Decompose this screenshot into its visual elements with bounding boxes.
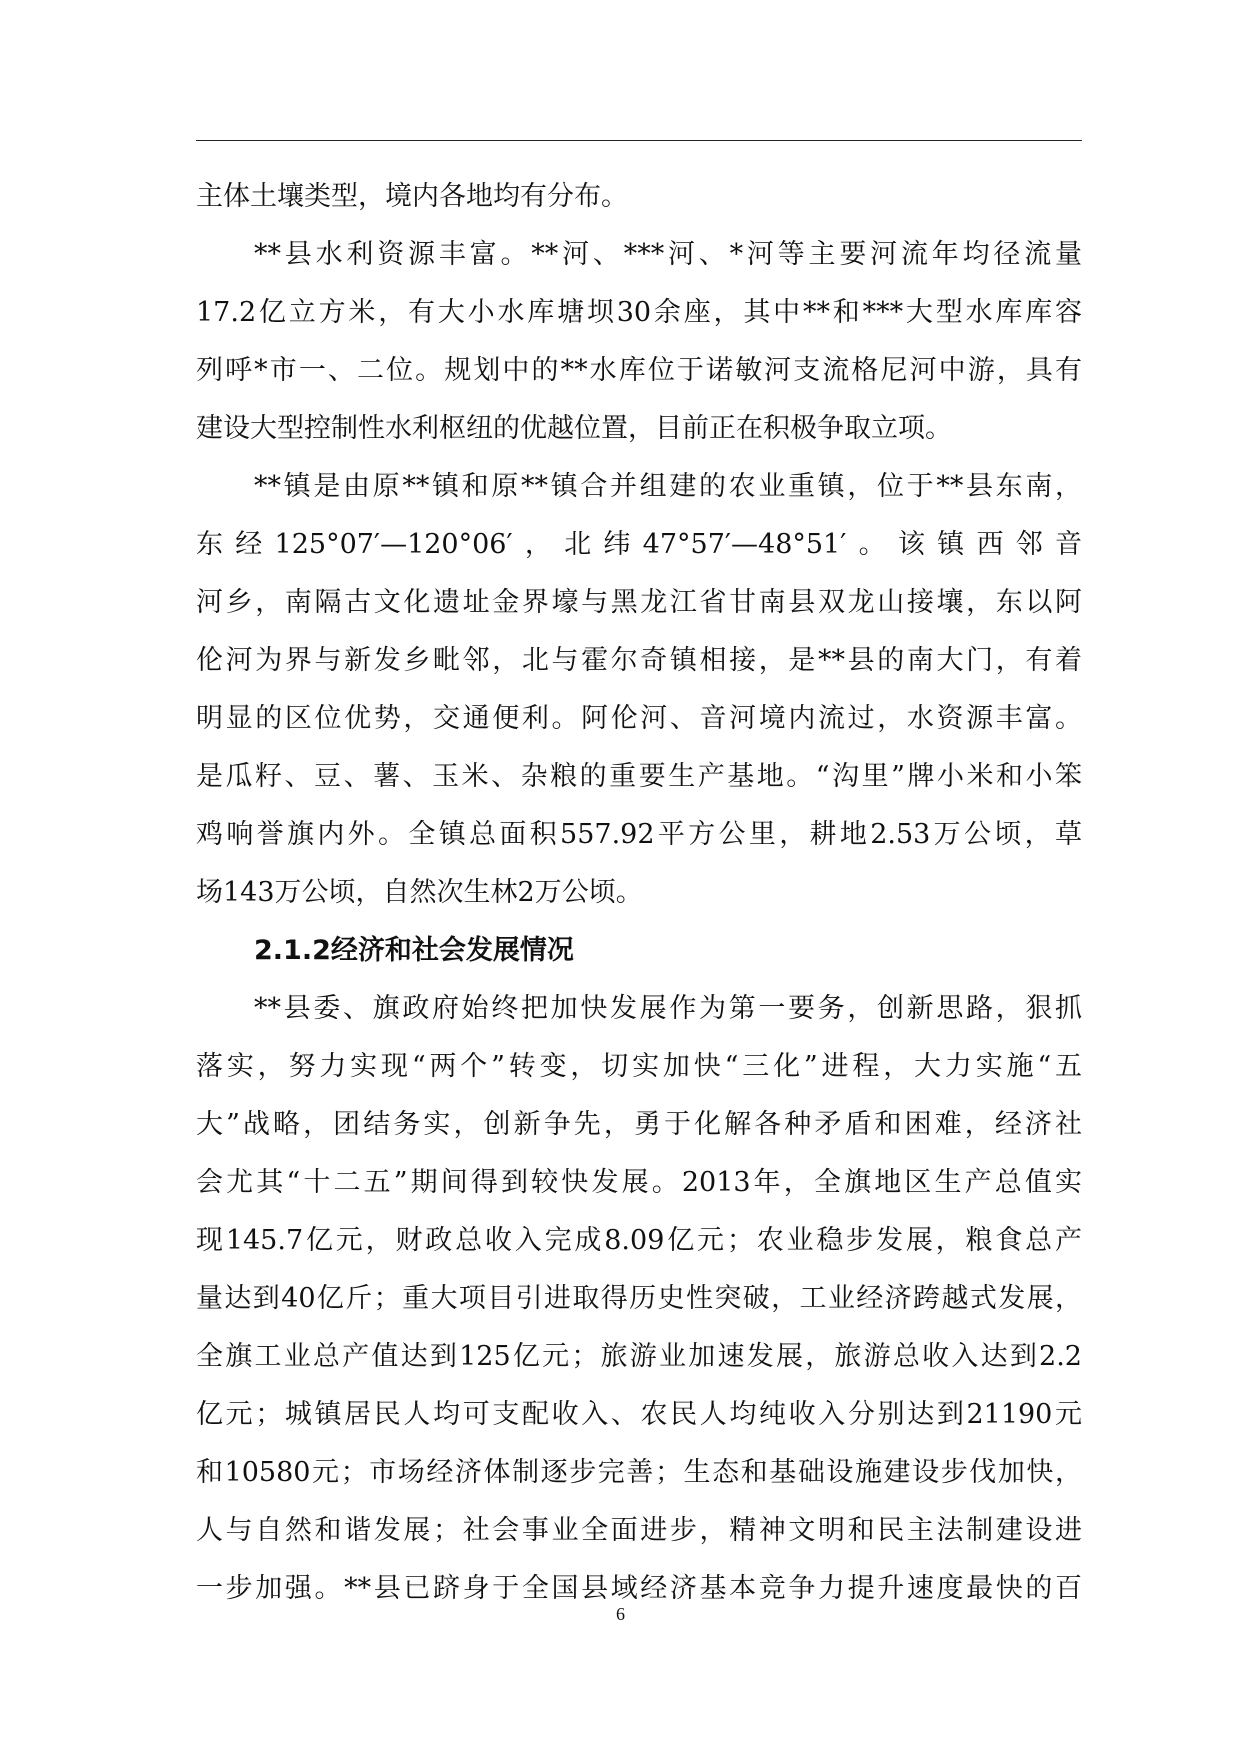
- text-line: 东经125°07′—120°06′，北纬47°57′—48°51′。该镇西邻音: [196, 529, 1082, 560]
- text-line: 伦河为界与新发乡毗邻，北与霍尔奇镇相接，是**县的南大门，有着: [196, 645, 1082, 676]
- text-line: 现145.7亿元，财政总收入完成8.09亿元；农业稳步发展，粮食总产: [196, 1225, 1082, 1256]
- text-line: 鸡响誉旗内外。全镇总面积557.92平方公里，耕地2.53万公顷，草: [196, 819, 1082, 850]
- text-line: 17.2亿立方米，有大小水库塘坝30余座，其中**和***大型水库库容: [196, 297, 1082, 328]
- text-line: **县水利资源丰富。**河、***河、*河等主要河流年均径流量: [254, 239, 1082, 270]
- text-line: 建设大型控制性水利枢纽的优越位置，目前正在积极争取立项。: [196, 413, 952, 444]
- text-line: 主体土壤类型，境内各地均有分布。: [196, 181, 628, 212]
- text-line: 大”战略，团结务实，创新争先，勇于化解各种矛盾和困难，经济社: [196, 1109, 1082, 1140]
- text-line: 和10580元；市场经济体制逐步完善；生态和基础设施建设步伐加快，: [196, 1457, 1082, 1488]
- text-line: 河乡，南隔古文化遗址金界壕与黑龙江省甘南县双龙山接壤，东以阿: [196, 587, 1082, 618]
- text-line: 列呼*市一、二位。规划中的**水库位于诺敏河支流格尼河中游，具有: [196, 355, 1082, 386]
- text-line: **县委、旗政府始终把加快发展作为第一要务，创新思路，狠抓: [254, 993, 1082, 1024]
- text-line: 会尤其“十二五”期间得到较快发展。2013年，全旗地区生产总值实: [196, 1167, 1082, 1198]
- text-line: 落实，努力实现“两个”转变，切实加快“三化”进程，大力实施“五: [196, 1051, 1082, 1082]
- text-line: 明显的区位优势，交通便利。阿伦河、音河境内流过，水资源丰富。: [196, 703, 1082, 734]
- text-line: 是瓜籽、豆、薯、玉米、杂粮的重要生产基地。“沟里”牌小米和小笨: [196, 761, 1082, 792]
- text-line: 人与自然和谐发展；社会事业全面进步，精神文明和民主法制建设进: [196, 1515, 1082, 1546]
- section-heading: 2.1.2经济和社会发展情况: [254, 935, 574, 966]
- document-body: [196, 168, 1082, 1618]
- text-line: **镇是由原**镇和原**镇合并组建的农业重镇，位于**县东南，: [254, 471, 1082, 502]
- text-line: 量达到40亿斤；重大项目引进取得历史性突破，工业经济跨越式发展，: [196, 1283, 1082, 1314]
- text-line: 亿元；城镇居民人均可支配收入、农民人均纯收入分别达到21190元: [196, 1399, 1082, 1430]
- text-line: 场143万公顷，自然次生林2万公顷。: [196, 877, 643, 908]
- text-line: 一步加强。**县已跻身于全国县域经济基本竞争力提升速度最快的百: [196, 1573, 1082, 1604]
- header-rule: [196, 140, 1082, 141]
- page-number: 6: [616, 1604, 625, 1624]
- text-line: 全旗工业总产值达到125亿元；旅游业加速发展，旅游总收入达到2.2: [196, 1341, 1082, 1372]
